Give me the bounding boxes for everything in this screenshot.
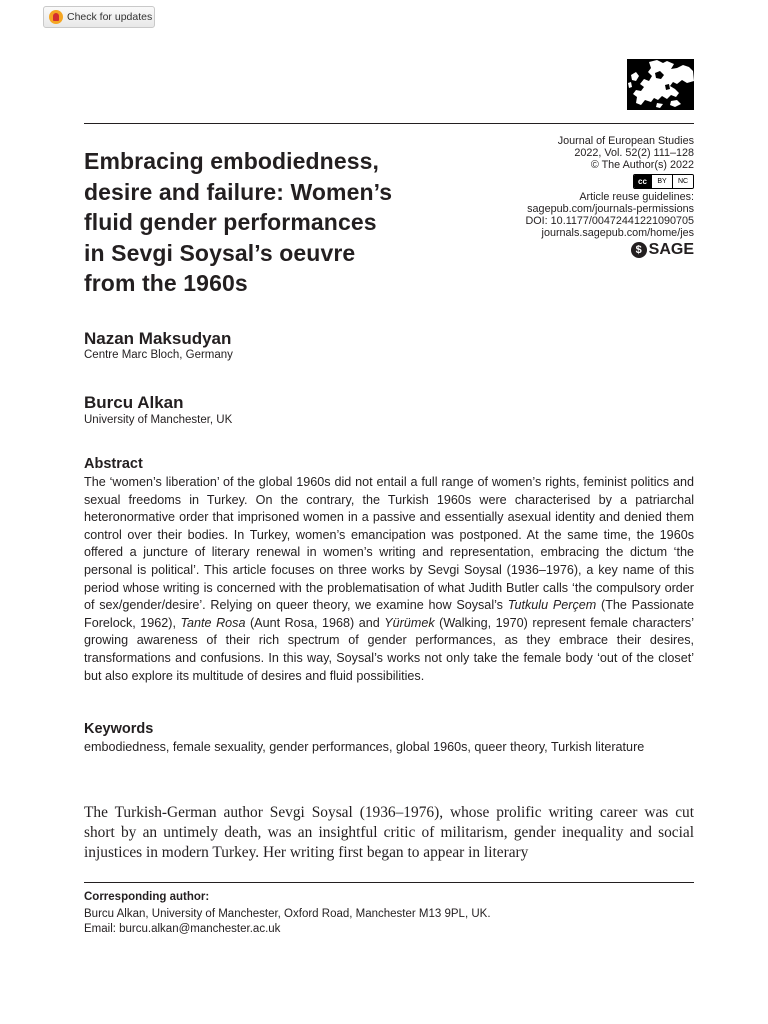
work-title: Tutkulu Perçem xyxy=(507,598,597,613)
article-title xyxy=(84,146,484,299)
title-line: in Sevgi Soysal’s oeuvre xyxy=(84,239,356,266)
title-line: fluid gender performances xyxy=(84,209,377,235)
cc-by-icon: BY xyxy=(651,175,672,188)
crossmark-icon xyxy=(49,10,63,24)
check-for-updates-button[interactable] xyxy=(43,6,155,28)
journal-name: Journal of European Studies xyxy=(557,135,694,147)
reuse-link[interactable]: sagepub.com/journals-permissions xyxy=(527,203,694,215)
corresponding-author-details xyxy=(84,907,491,937)
author-affiliation: Centre Marc Bloch, Germany xyxy=(84,349,233,361)
body-paragraph: The Turkish-German author Sevgi Soysal (1936–1976), whose prolific writing career was cut short by an untimely death, was an insightful critic of militarism, gender inequality and social injustices in modern Turkey. Her writing first began to appear in literary xyxy=(84,804,694,861)
abstract-heading: Abstract xyxy=(84,456,143,472)
author-affiliation: University of Manchester, UK xyxy=(84,414,233,426)
abstract-text: The ‘women’s liberation’ of the global 1960s did not entail a full range of women’s rights, feminist politics and sexual freedoms in Turkey. On the contrary, the Turkish 1960s were characterised by a patriarchal heteronormative order that imprisoned women in a passive and essentially asexual identity and denied them control over their bodies. In Turkey, women’s emancipation was postponed. At the same time, the 1960s offered a juncture of literary renewal in women’s writing and representation, embracing the dictum ‘the personal is political’. This article focuses on three works by Sevgi Soysal (1936–1976), a key name of this period whose writing is concerned with the problematisation of what Judith Butler calls ‘the compulsory order of sex/gender/desire’. Relying on queer theory, we examine how Soysal’s Tutkulu Perçem (The Passionate Forelock, 1962), Tante Rosa (Aunt Rosa, 1968) and Yürümek (Walking, 1970) represent female characters’ growing awareness of their rich spectrum of gender performances, as they embrace their desires, transformations and confusions. In this way, Soysal’s works not only take the female body ‘out of the closet’ but also explore its multitude of desires and fluid possibilities. xyxy=(84,475,694,683)
publisher-name: SAGE xyxy=(648,241,694,258)
check-for-updates-label: Check for updates xyxy=(67,11,153,23)
cc-icon: cc xyxy=(634,175,651,188)
journal-logo-map xyxy=(627,59,694,110)
copyright: © The Author(s) 2022 xyxy=(590,159,694,171)
header-rule xyxy=(84,123,694,124)
corresponding-address: Burcu Alkan, University of Manchester, Oxford Road, Manchester M13 9PL, UK. xyxy=(84,908,491,920)
doi[interactable]: DOI: 10.1177/00472441221090705 xyxy=(525,215,694,227)
title-line: desire and failure: Women’s xyxy=(84,178,393,205)
corresponding-author-heading: Corresponding author: xyxy=(84,891,210,903)
title-line: from the 1960s xyxy=(84,270,248,296)
cc-license-badge[interactable] xyxy=(633,174,694,189)
footnote-rule xyxy=(84,882,694,883)
keywords-heading: Keywords xyxy=(84,721,154,737)
sage-logo xyxy=(631,242,694,258)
sage-s-icon: $ xyxy=(631,242,647,258)
work-title: Tante Rosa xyxy=(180,615,246,630)
author-name: Nazan Maksudyan xyxy=(84,329,232,348)
reuse-label: Article reuse guidelines: xyxy=(579,191,694,203)
work-title: Yürümek xyxy=(384,615,435,630)
journal-home-link[interactable]: journals.sagepub.com/home/jes xyxy=(541,227,694,239)
journal-volume: 2022, Vol. 52(2) 111–128 xyxy=(574,147,694,159)
journal-meta xyxy=(454,135,694,258)
cc-nc-icon: NC xyxy=(672,175,693,188)
keywords-text: embodiedness, female sexuality, gender performances, global 1960s, queer theory, Turkish literature xyxy=(84,740,645,754)
corresponding-email[interactable]: Email: burcu.alkan@manchester.ac.uk xyxy=(84,923,281,935)
title-line: Embracing embodiedness, xyxy=(84,148,379,174)
author-name: Burcu Alkan xyxy=(84,393,184,412)
